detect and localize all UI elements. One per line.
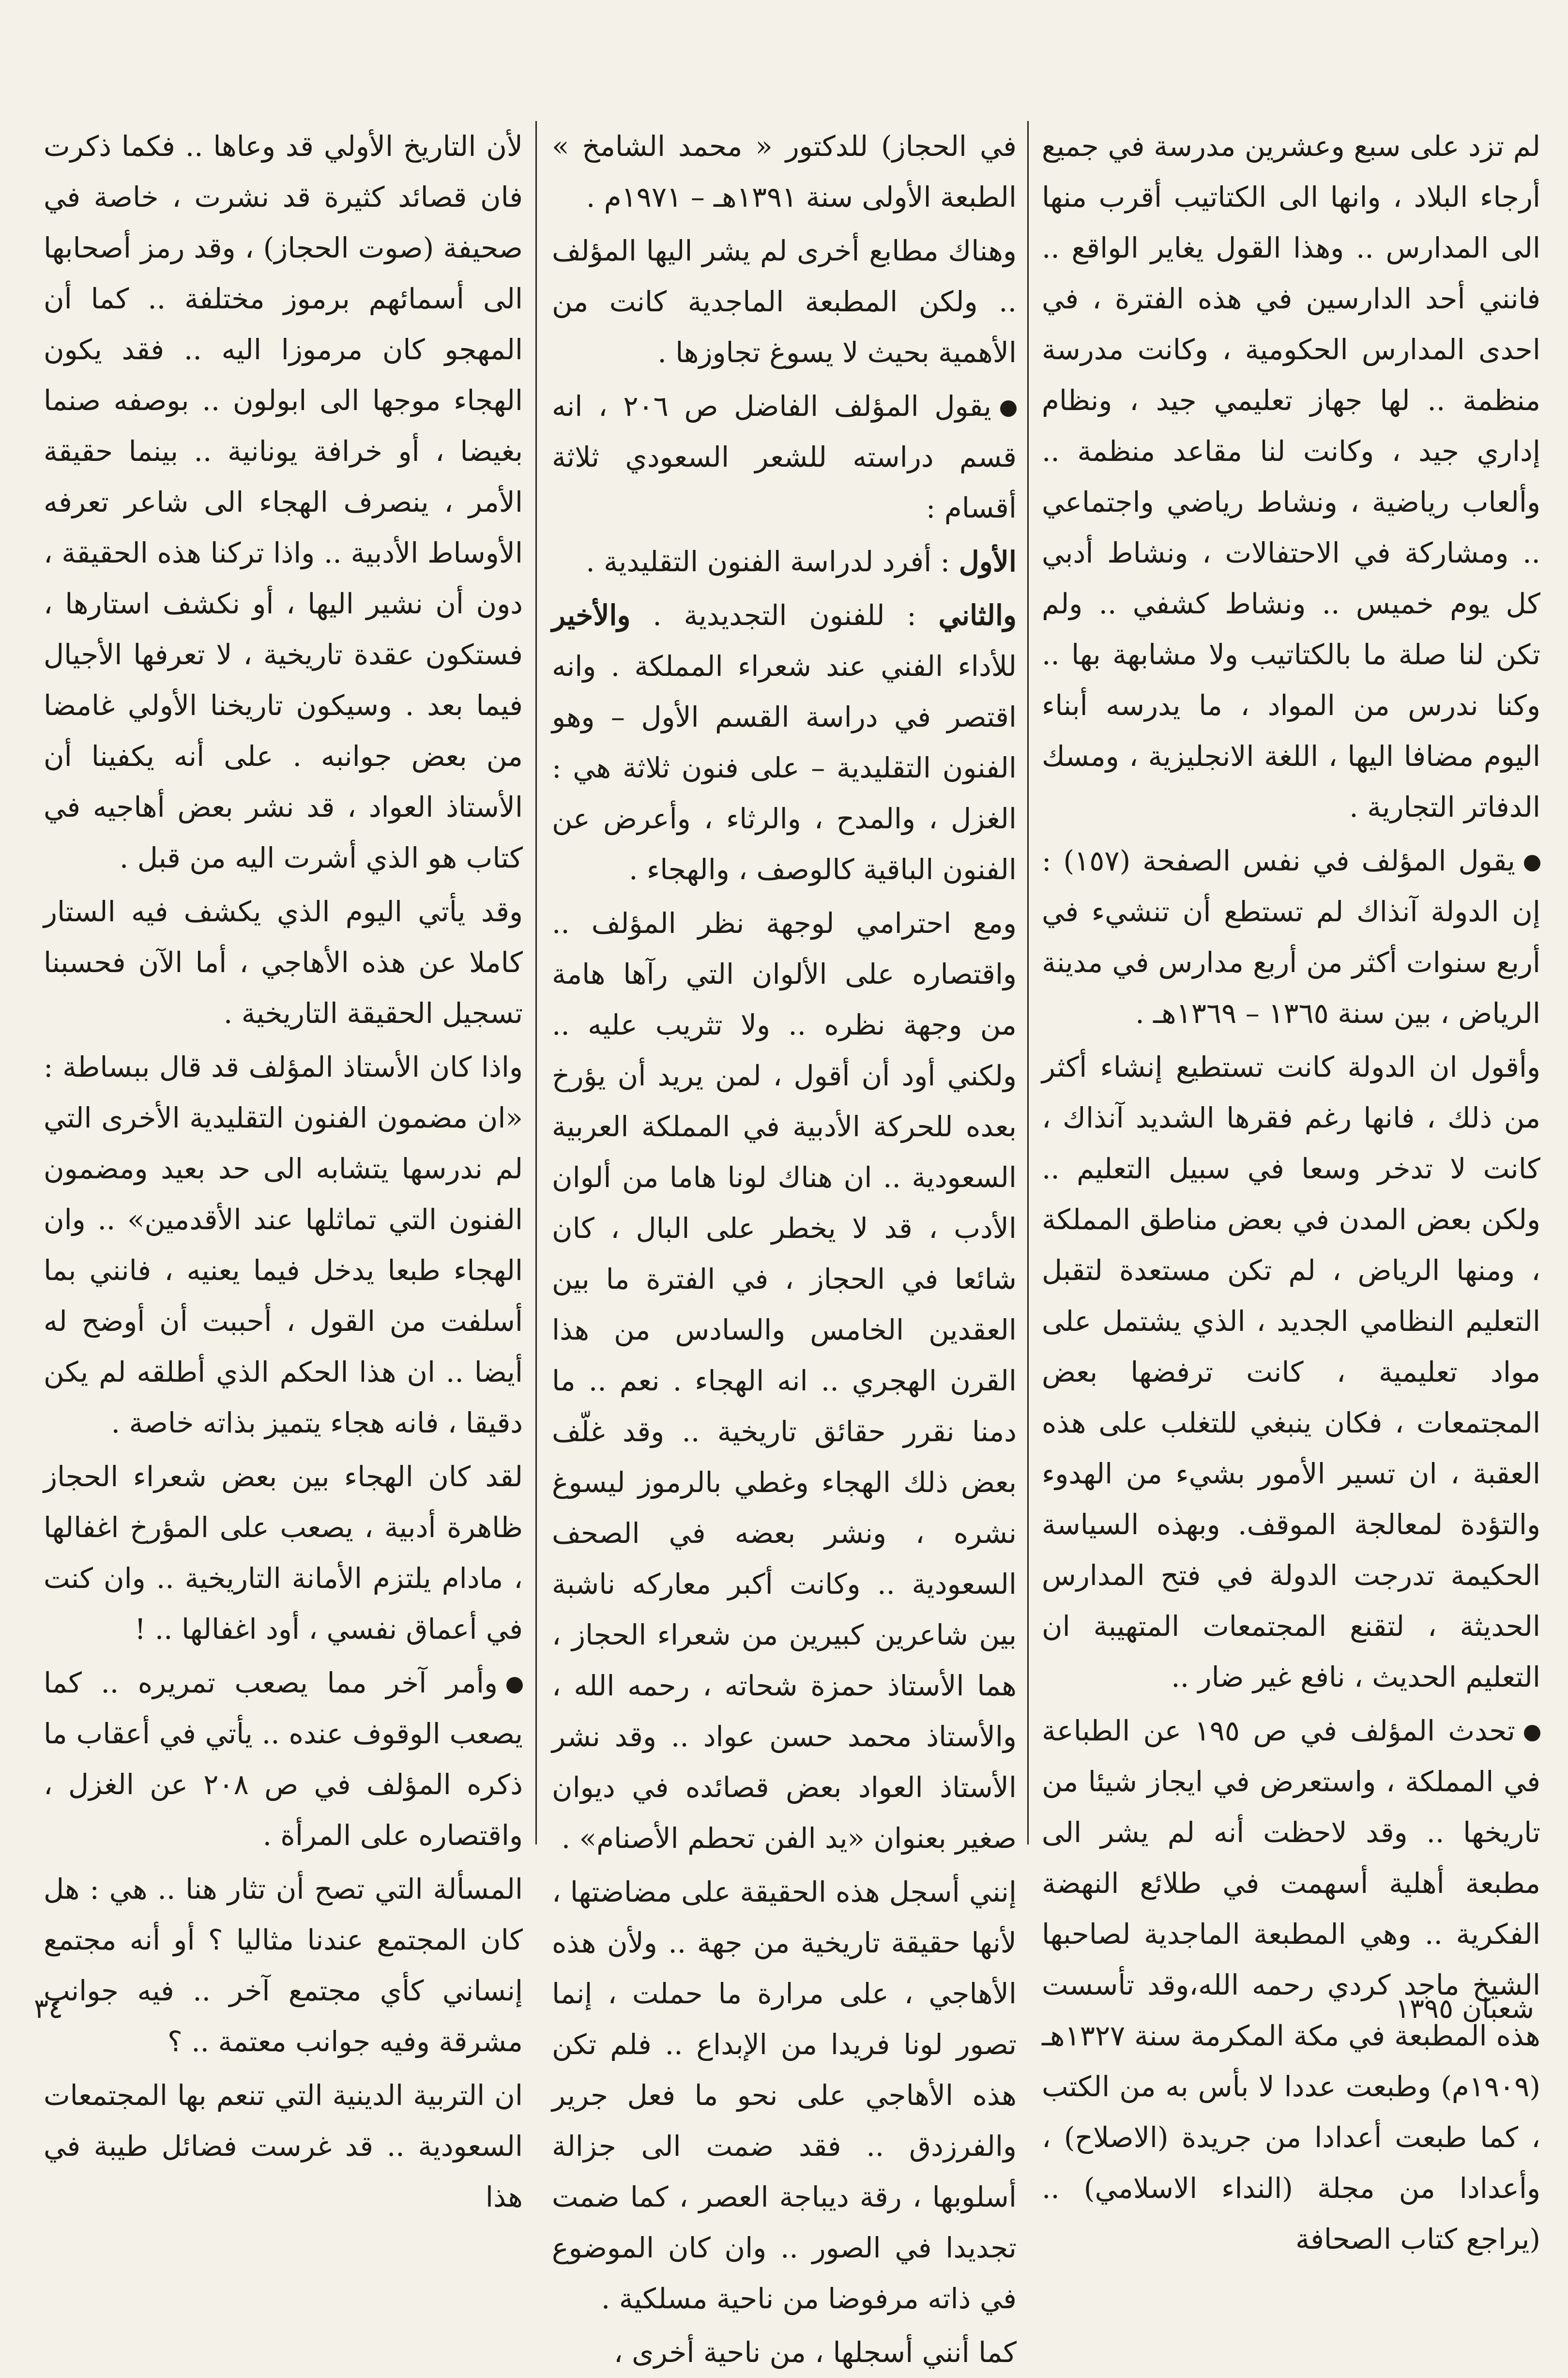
paragraph: وهناك مطابع أخرى لم يشر اليها المؤلف .. ولكن المطبعة الماجدية كانت من الأهمية بحيث لا يسوغ تجاوزها . [552, 234, 1017, 369]
bullet-icon [1000, 400, 1017, 417]
paragraph: ان التربية الدينية التي تنعم بها المجتمعات السعودية .. قد غرست فضائل طيبة في هذا [44, 2079, 523, 2213]
bullet-icon [1524, 1725, 1540, 1741]
paragraph: وأقول ان الدولة كانت تستطيع إنشاء أكثر من ذلك ، فانها رغم فقرها الشديد آنذاك ، كانت لا تدخر وسعا في سبيل التعليم .. ولكن بعض المدن في بعض مناطق المملكة ، ومنها الرياض ، لم تكن مستعدة لتقبل التعليم النظامي الجديد ، الذي يشتمل على مواد تعليمية ، كانت ترفضها بعض المجتمعات ، فكان ينبغي للتغلب على هذه العقبة ، ان تسير الأمور بشيء من الهدوء والتؤدة لمعالجة الموقف. وبهذه السياسة الحكيمة تدرجت الدولة في فتح المدارس الحديثة ، لتقنع المجتمعات المتهيبة ان التعليم الحديث ، نافع غير ضار .. [1042, 1051, 1540, 1693]
paragraph-text: يقول المؤلف في نفس الصفحة (١٥٧) : إن الدولة آنذاك لم تستطع أن تنشيء في أربع سنوات أكثر من أربع مدارس في مدينة الرياض ، بين سنة ١٣٦٥ – ١٣٦٩هـ . [1042, 844, 1540, 1030]
paragraph-text: : أفرد لدراسة الفنون التقليدية . [586, 545, 959, 578]
section-label: والثاني [938, 599, 1017, 632]
column-divider [1027, 121, 1029, 1844]
paragraph [1042, 1706, 1540, 2265]
section-label: الأول [959, 545, 1017, 578]
paragraph [552, 381, 1017, 534]
paragraph: لقد كان الهجاء بين بعض شعراء الحجاز ظاهرة أدبية ، يصعب على المؤرخ اغفالها ، مادام يلتزم الأمانة التاريخية .. وان كنت في أعماق نفسي ، أود اغفالها .. ! [44, 1460, 523, 1646]
column-divider [535, 121, 537, 1844]
paragraph: وقد يأتي اليوم الذي يكشف فيه الستار كاملا عن هذه الأهاجي ، أما الآن فحسبنا تسجيل الحقيقة التاريخية . [44, 895, 523, 1030]
text-column-middle [552, 121, 1017, 2369]
paragraph [552, 536, 1017, 587]
paragraph: في الحجاز) للدكتور « محمد الشامخ » الطبعة الأولى سنة ١٣٩١هـ – ١٩٧١م . [552, 130, 1017, 213]
paragraph: المسألة التي تصح أن تثار هنا .. هي : هل كان المجتمع عندنا مثاليا ؟ أو أنه مجتمع إنساني كأي مجتمع آخر .. فيه جوانب مشرقة وفيه جوانب معتمة .. ؟ [44, 1873, 523, 2058]
section-label: والأخير [552, 599, 631, 632]
paragraph [44, 1658, 523, 1861]
paragraph-text: وأمر آخر مما يصعب تمريره .. كما يصعب الوقوف عنده .. يأتي في أعقاب ما ذكره المؤلف في ص ٢٠٨ عن الغزل ، واقتصاره على المرأة . [44, 1666, 523, 1852]
paragraph-text: تحدث المؤلف في ص ١٩٥ عن الطباعة في المملكة ، واستعرض في ايجاز شيئا من تاريخها .. وقد لاحظت أنه لم يشر الى مطبعة أهلية أسهمت في طلائع النهضة الفكرية .. وهي المطبعة الماجدية لصاحبها الشيخ ماجد كردي رحمه الله،وقد تأسست هذه المطبعة في مكة المكرمة سنة ١٣٢٧هـ (١٩٠٩م) وطبعت عددا لا بأس به من الكتب ، كما طبعت أعدادا من جريدة (الاصلاح) ، وأعدادا من مجلة (النداء الاسلامي) .. (يراجع كتاب الصحافة [1042, 1714, 1540, 2256]
paragraph [1042, 836, 1540, 1039]
paragraph-text: يقول المؤلف الفاضل ص ٢٠٦ ، انه قسم دراسته للشعر السعودي ثلاثة أقسام : [552, 390, 1017, 524]
paragraph: لم تزد على سبع وعشرين مدرسة في جميع أرجاء البلاد ، وانها الى الكتاتيب أقرب منها الى المدارس .. وهذا القول يغاير الواقع .. فانني أحد الدارسين في هذه الفترة ، في احدى المدارس الحكومية ، وكانت مدرسة منظمة .. لها جهاز تعليمي جيد ، ونظام إداري جيد ، وكانت لنا مقاعد منظمة .. وألعاب رياضية ، ونشاط رياضي واجتماعي .. ومشاركة في الاحتفالات ، ونشاط أدبي كل يوم خميس .. ونشاط كشفي .. ولم تكن لنا صلة ما بالكتاتيب ولا مشابهة بها .. وكنا ندرس من المواد ، ما يدرسه أبناء اليوم مضافا اليها ، اللغة الانجليزية ، ومسك الدفاتر التجارية . [1042, 130, 1540, 823]
bullet-icon [1524, 855, 1540, 871]
paragraph [552, 590, 1017, 895]
paragraph-text: للأداء الفني عند شعراء المملكة . وانه اقتصر في دراسة القسم الأول – وهو الفنون التقليدية – على فنون ثلاثة هي : الغزل ، والمدح ، والرثاء ، وأعرض عن الفنون الباقية كالوصف ، والهجاء . [552, 650, 1017, 886]
paragraph: ومع احترامي لوجهة نظر المؤلف .. واقتصاره على الألوان التي رآها هامة من وجهة نظره .. ولا تثريب عليه .. ولكني أود أن أقول ، لمن يريد أن يؤرخ بعده للحركة الأدبية في المملكة العربية السعودية .. ان هناك لونا هاما من ألوان الأدب ، قد لا يخطر على البال ، كان شائعا في الحجاز ، في الفترة ما بين العقدين الخامس والسادس من هذا القرن الهجري .. انه الهجاء . نعم .. ما دمنا نقرر حقائق تاريخية .. وقد غلّف بعض ذلك الهجاء وغطي بالرموز ليسوغ نشره ، ونشر بعضه في الصحف السعودية .. وكانت أكبر معاركه ناشبة بين شاعرين كبيرين من شعراء الحجاز ، هما الأستاذ حمزة شحاته ، رحمه الله ، والأستاذ محمد حسن عواد .. وقد نشر الأستاذ العواد بعض قصائده في ديوان صغير بعنوان «يد الفن تحطم الأصنام» . [552, 907, 1017, 1855]
footer-date: شعبان ١٣٩٥ [1395, 1993, 1534, 2025]
paragraph-text: : للفنون التجديدية . [630, 599, 939, 632]
paragraph: كما أنني أسجلها ، من ناحية أخرى ، [613, 2336, 1017, 2369]
paragraph: لأن التاريخ الأولي قد وعاها .. فكما ذكرت فان قصائد كثيرة قد نشرت ، خاصة في صحيفة (صوت الحجاز) ، وقد رمز أصحابها الى أسمائهم برموز مختلفة .. كما أن المهجو كان مرموزا اليه .. فقد يكون الهجاء موجها الى ابولون .. بوصفه صنما بغيضا ، أو خرافة يونانية .. بينما حقيقة الأمر ، ينصرف الهجاء الى شاعر تعرفه الأوساط الأدبية .. واذا تركنا هذه الحقيقة ، دون أن نشير اليها ، أو نكشف استارها ، فستكون عقدة تاريخية ، لا تعرفها الأجيال فيما بعد . وسيكون تاريخنا الأولي غامضا من بعض جوانبه . على أنه يكفينا أن الأستاذ العواد ، قد نشر بعض أهاجيه في كتاب هو الذي أشرت اليه من قبل . [44, 130, 523, 874]
page-number: ٣٤ [34, 1993, 63, 2025]
paragraph: إنني أسجل هذه الحقيقة على مضاضتها ، لأنها حقيقة تاريخية من جهة .. ولأن هذه الأهاجي ، على مرارة ما حملت ، إنما تصور لونا فريدا من الإبداع .. فلم تكن هذه الأهاجي على نحو ما فعل جرير والفرزدق .. فقد ضمت الى جزالة أسلوبها ، رقة ديباجة العصر ، كما ضمت تجديدا في الصور .. وان كان الموضوع في ذاته مرفوضا من ناحية مسلكية . [552, 1875, 1017, 2315]
bullet-icon [506, 1677, 523, 1693]
paragraph: واذا كان الأستاذ المؤلف قد قال ببساطة : «ان مضمون الفنون التقليدية الأخرى التي لم ندرسها يتشابه الى حد بعيد ومضمون الفنون التي تماثلها عند الأقدمين» .. وان الهجاء طبعا يدخل فيما يعنيه ، فانني بما أسلفت من القول ، أحببت أن أوضح له أيضا .. ان هذا الحكم الذي أطلقه لم يكن دقيقا ، فانه هجاء يتميز بذاته خاصة . [44, 1051, 523, 1439]
